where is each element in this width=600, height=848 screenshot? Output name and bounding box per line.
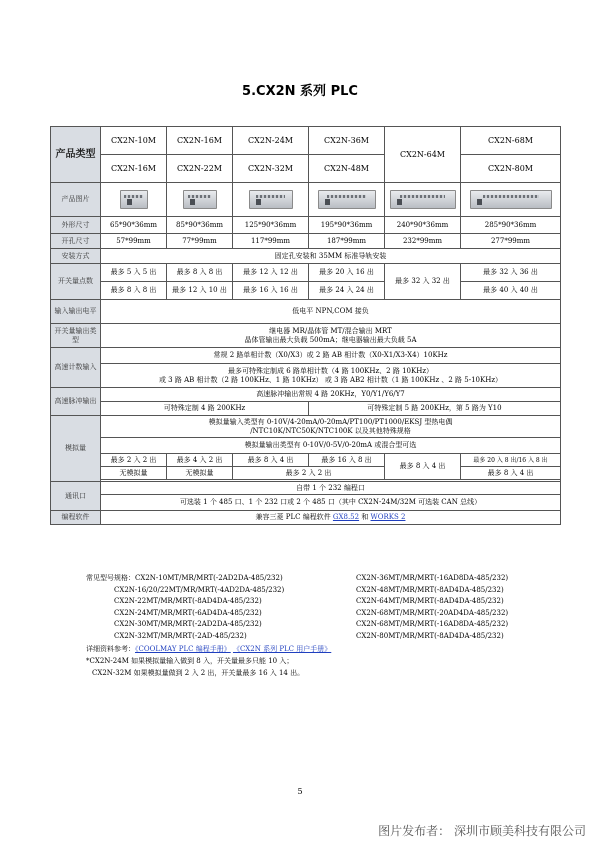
- analog-cell: 无模拟量: [167, 467, 233, 480]
- label-io-level: 输入输出电平: [51, 300, 101, 324]
- product-image-cell: [233, 183, 309, 217]
- model-cell: CX2N-32M: [233, 155, 309, 183]
- manual-link[interactable]: 《COOLMAY PLC 编程手册》: [135, 645, 231, 653]
- model-spec: CX2N-80MT/MR/MRT(-8AD4DA-485/232): [356, 631, 504, 640]
- model-cell: CX2N-22M: [167, 155, 233, 183]
- dimension-cell: 125*90*36mm: [233, 217, 309, 234]
- spec-table: [50, 126, 561, 525]
- analog-cell: 最多 16 入 8 出: [309, 454, 385, 467]
- user-manual-link[interactable]: 《CX2N 系列 PLC 用户手册》: [232, 645, 332, 653]
- label-pulse-output: 高速脉冲输出: [51, 388, 101, 416]
- switch-cell: 最多 12 入 12 出: [233, 264, 309, 282]
- switch-cell: 最多 8 入 8 出: [101, 282, 167, 300]
- gx-link[interactable]: GX8.52: [332, 513, 360, 521]
- plc-image: [183, 190, 217, 209]
- model-list-heading: 常见型号规格：: [86, 574, 135, 582]
- label-output-type: 开关量输出类型: [51, 324, 101, 348]
- model-cell: CX2N-16M: [167, 127, 233, 155]
- switch-cell: 最多 5 入 5 出: [101, 264, 167, 282]
- switch-cell: 最多 16 入 16 出: [233, 282, 309, 300]
- page-number: 5: [297, 787, 303, 796]
- dimension-cell: 85*90*36mm: [167, 217, 233, 234]
- dimension-cell: 240*90*36mm: [385, 217, 461, 234]
- analog-output-types: 模拟量输出类型有 0-10V/0-5V/0-20mA 或混合型可选: [101, 438, 561, 454]
- model-spec: CX2N-64MT/MR/MRT(-8AD4DA-485/232): [356, 597, 504, 606]
- note-line: CX2N-32M 如果模拟量做到 2 入 2 出，开关量最多 16 入 14 出。: [92, 669, 305, 677]
- watermark: 图片发布者： 深圳市顾美科技有限公司: [378, 824, 586, 838]
- reference-prefix: 详细资料参考：: [86, 645, 135, 653]
- io-level-value: 低电平 NPN,COM 接负: [101, 300, 561, 324]
- analog-cell: 最多 2 入 2 出: [233, 467, 385, 480]
- model-line: [86, 573, 284, 585]
- notes: [86, 643, 331, 679]
- pulse-line: 高速脉冲输出常规 4 路 20KHz，Y0/Y1/Y6/Y7: [101, 388, 561, 402]
- analog-cell: 最多 8 入 4 出: [461, 467, 561, 480]
- output-type-value: [101, 324, 561, 348]
- label-analog: 模拟量: [51, 416, 101, 482]
- hsc-line: 最多可特殊定制成 6 路单相计数（4 路 100KHz、2 路 10KHz）: [227, 366, 434, 375]
- hole-cell: 232*99mm: [385, 234, 461, 249]
- model-list-right: [356, 573, 508, 643]
- hsc-line: 或 3 路 AB 相计数（2 路 100KHz、1 路 10KHz） 或 3 路 AB2 相计数（1 路 100KHz 、2 路 5-10KHz）: [158, 375, 503, 384]
- switch-cell: 最多 32 入 32 出: [385, 264, 461, 300]
- analog-cell: 最多 8 入 4 出: [233, 454, 309, 467]
- hole-cell: 277*99mm: [461, 234, 561, 249]
- dimension-cell: 285*90*36mm: [461, 217, 561, 234]
- analog-input-types: [101, 416, 561, 438]
- model-spec: CX2N-32MT/MR/MRT(-2AD-485/232): [114, 631, 247, 640]
- note-line: *CX2N-24M 如果模拟量输入做到 8 入，开关量最多只能 10 入；: [86, 657, 294, 665]
- model-cell: CX2N-48M: [309, 155, 385, 183]
- hole-cell: 77*99mm: [167, 234, 233, 249]
- model-spec: CX2N-24MT/MR/MRT(-6AD4DA-485/232): [114, 608, 262, 617]
- model-cell: CX2N-24M: [233, 127, 309, 155]
- analog-cell: 最多 20 入 8 出/16 入 8 出: [461, 454, 561, 467]
- analog-line: 模拟量输入类型有 0-10V/4-20mA/0-20mA/PT100/PT1000/EKSJ 型热电偶: [208, 417, 453, 426]
- label-high-speed-counter: 高速计数输入: [51, 348, 101, 388]
- product-image-cell: [461, 183, 561, 217]
- model-cell: CX2N-68M: [461, 127, 561, 155]
- analog-cell: 最多 4 入 2 出: [167, 454, 233, 467]
- analog-line: /NTC10K/NTC50K/NTC100K 以及其他特殊规格: [250, 426, 411, 435]
- label-mounting: 安装方式: [51, 249, 101, 264]
- label-hole-size: 开孔尺寸: [51, 234, 101, 249]
- dimension-cell: 65*90*36mm: [101, 217, 167, 234]
- model-cell: CX2N-16M: [101, 155, 167, 183]
- product-image-cell: [309, 183, 385, 217]
- switch-cell: 最多 20 入 16 出: [309, 264, 385, 282]
- hole-cell: 57*99mm: [101, 234, 167, 249]
- plc-image: [318, 190, 376, 209]
- model-cell: CX2N-36M: [309, 127, 385, 155]
- label-dimensions: 外形尺寸: [51, 217, 101, 234]
- plc-image: [470, 190, 552, 209]
- switch-cell: 最多 32 入 36 出: [461, 264, 561, 282]
- label-software: 编程软件: [51, 511, 101, 525]
- dimension-cell: 195*90*36mm: [309, 217, 385, 234]
- plc-image: [120, 190, 148, 209]
- comm-line: 自带 1 个 232 编程口: [101, 482, 561, 495]
- model-spec: CX2N-68MT/MR/MRT(-20AD4DA-485/232): [356, 608, 509, 617]
- analog-cell: 最多 2 入 2 出: [101, 454, 167, 467]
- analog-cell: 无模拟量: [101, 467, 167, 480]
- analog-cell: 最多 8 入 4 出: [385, 454, 461, 480]
- label-comm-port: 通讯口: [51, 482, 101, 511]
- hole-cell: 117*99mm: [233, 234, 309, 249]
- model-cell: CX2N-80M: [461, 155, 561, 183]
- product-image-cell: [167, 183, 233, 217]
- switch-cell: 最多 12 入 10 出: [167, 282, 233, 300]
- plc-image: [249, 190, 293, 209]
- switch-cell: 最多 40 入 40 出: [461, 282, 561, 300]
- hsc-line: 常规 2 路单相计数（X0/X3）或 2 路 AB 相计数（X0-X1/X3-X4）10KHz: [101, 348, 561, 364]
- output-line: 继电器 MR/晶体管 MT/混合输出 MRT: [269, 326, 392, 335]
- model-spec: CX2N-10MT/MR/MRT(-2AD2DA-485/232): [135, 574, 283, 582]
- model-spec: CX2N-68MT/MR/MRT(-16AD8DA-485/232): [356, 620, 509, 629]
- model-cell: CX2N-10M: [101, 127, 167, 155]
- model-spec: CX2N-30MT/MR/MRT(-2AD2DA-485/232): [114, 620, 262, 629]
- pulse-line: 可特殊定制 4 路 200KHz: [101, 402, 309, 416]
- works-link[interactable]: WORKS 2: [370, 513, 406, 521]
- hole-cell: 187*99mm: [309, 234, 385, 249]
- label-switch-points: 开关量点数: [51, 264, 101, 300]
- mounting-value: 固定孔安装和 35MM 标准导轨安装: [101, 249, 561, 264]
- model-spec: CX2N-48MT/MR/MRT(-8AD4DA-485/232): [356, 585, 504, 594]
- switch-cell: 最多 24 入 24 出: [309, 282, 385, 300]
- software-and: 和: [359, 513, 371, 521]
- software-value: [101, 511, 561, 525]
- hsc-detail: [101, 364, 561, 388]
- product-image-cell: [385, 183, 461, 217]
- page-title: 5.CX2N 系列 PLC: [242, 84, 358, 99]
- pulse-line: 可特殊定制 5 路 200KHz，第 5 路为 Y10: [309, 402, 561, 416]
- model-spec: CX2N-36MT/MR/MRT(-16AD8DA-485/232): [356, 574, 509, 582]
- plc-image: [390, 190, 456, 209]
- model-list-left: [86, 573, 284, 643]
- product-image-cell: [101, 183, 167, 217]
- model-cell: CX2N-64M: [385, 127, 461, 183]
- switch-cell: 最多 8 入 8 出: [167, 264, 233, 282]
- reference-line: [86, 643, 331, 655]
- label-product-image: 产品图片: [51, 183, 101, 217]
- model-spec: CX2N-22MT/MR/MRT(-8AD4DA-485/232): [114, 597, 262, 606]
- model-spec: CX2N-16/20/22MT/MR/MRT(-4AD2DA-485/232): [114, 585, 285, 594]
- output-line: 晶体管输出最大负载 500mA；继电器输出最大负载 5A: [244, 335, 417, 344]
- comm-line: 可选装 1 个 485 口、1 个 232 口或 2 个 485 口（其中 CX2N-24M/32M 可选装 CAN 总线）: [101, 495, 561, 511]
- software-text: 兼容三菱 PLC 编程软件: [255, 513, 333, 521]
- label-product-type: 产品类型: [51, 127, 101, 183]
